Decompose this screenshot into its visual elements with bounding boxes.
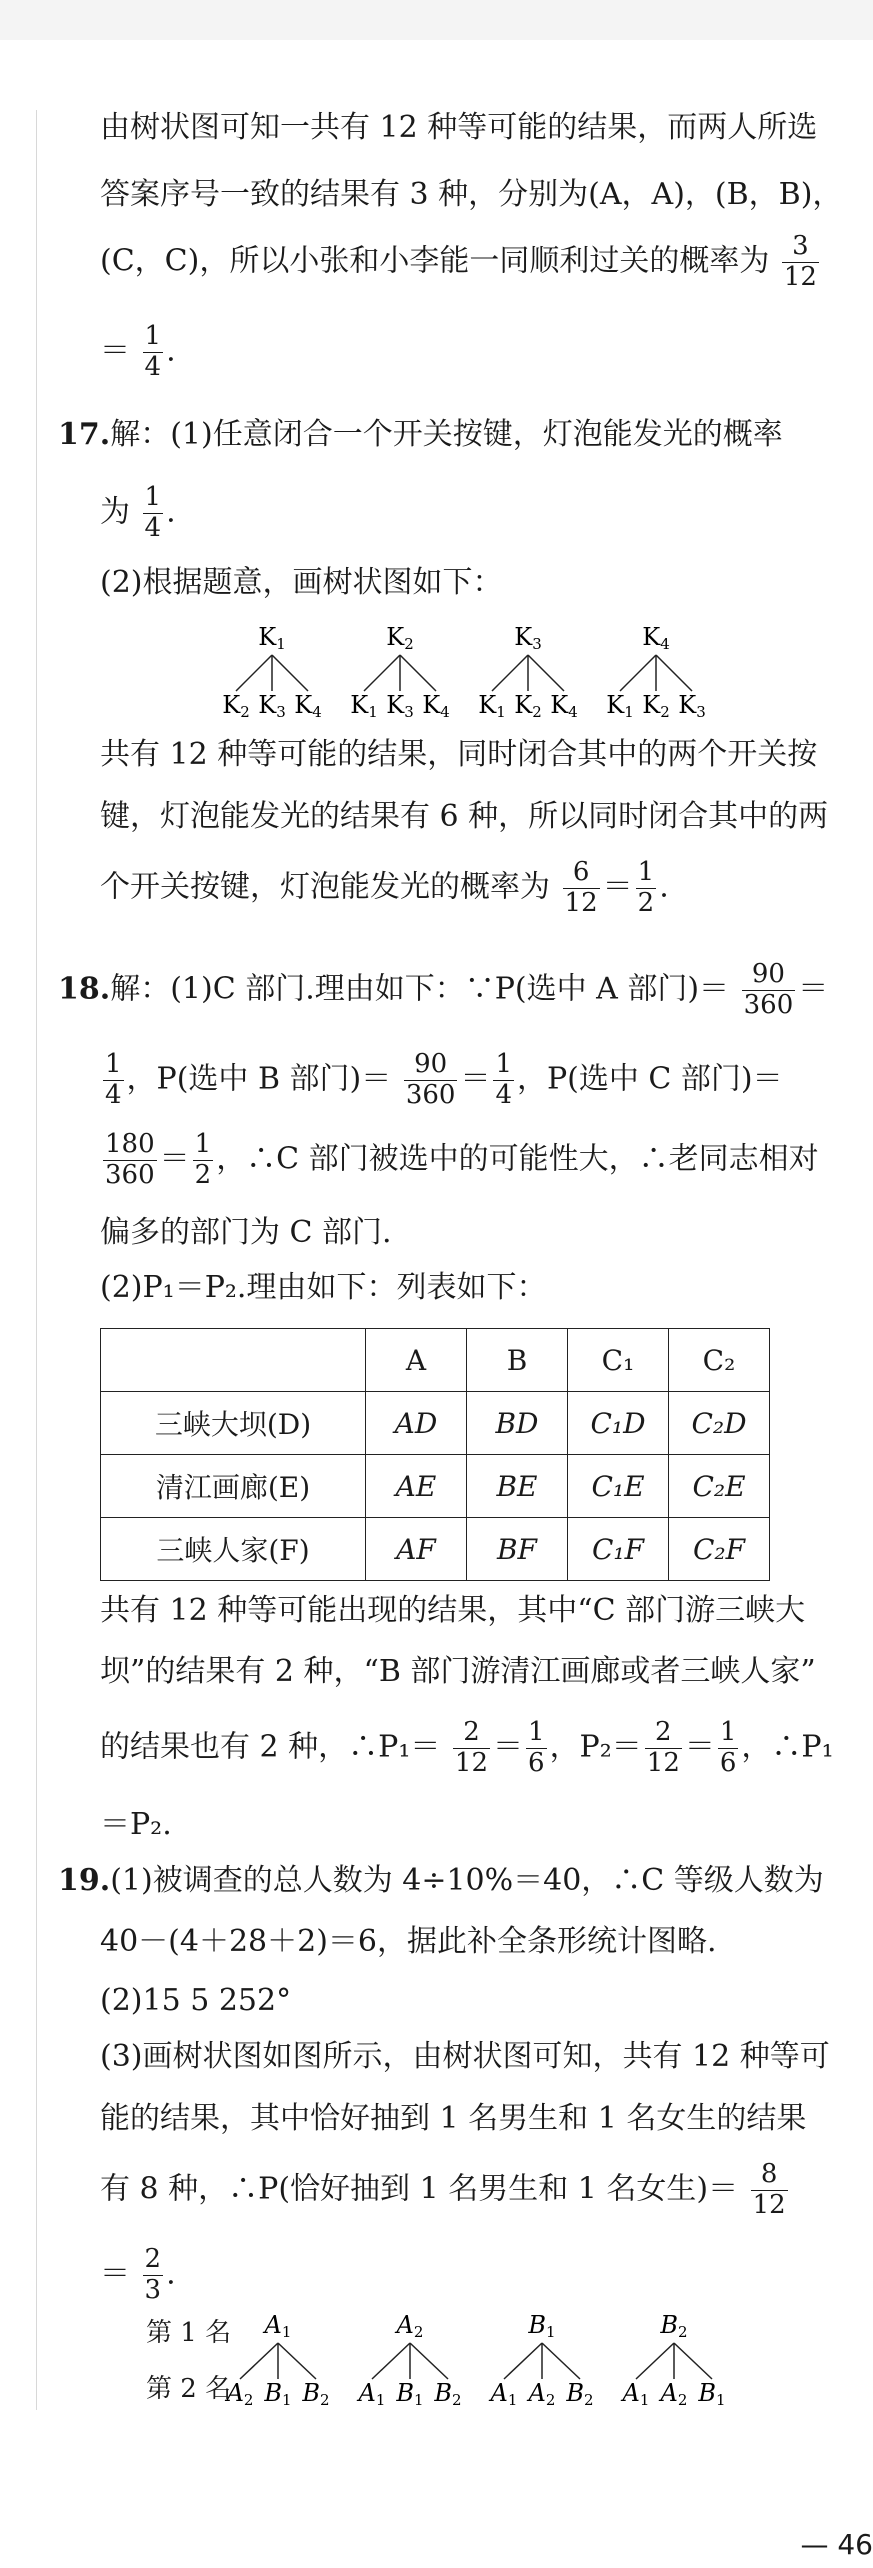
fraction: $\frac{1}{4}$ [144,482,162,543]
table-cell: AE [366,1455,467,1518]
table-cell: 三峡人家(F) [101,1518,366,1581]
text-line: (2)15 5 252° [100,1983,292,2018]
table-cell [101,1329,366,1392]
table-cell: 三峡大坝(D) [101,1392,366,1455]
table-cell: C₁F [568,1518,669,1581]
text-line: 40－(4＋28＋2)＝6，据此补全条形统计图略. [100,1924,717,1959]
tree-branch [364,655,400,691]
table-cell: AD [366,1392,467,1455]
tree-leaf: B1 [698,2379,726,2409]
tree-leaf: B2 [566,2379,594,2409]
tree-branch [656,655,692,691]
top-margin-band [0,0,873,40]
tree-leaf: K3 [258,691,286,721]
fraction: $\frac{2}{12}$ [454,1717,489,1778]
tree-leaf: B2 [434,2379,462,2409]
tree-leaf: A2 [660,2379,688,2409]
tree-leaf: B1 [396,2379,424,2409]
text-line: 能的结果，其中恰好抽到 1 名男生和 1 名女生的结果 [100,2101,807,2136]
tree-leaf: K1 [478,691,506,721]
tree-root: K4 [642,623,670,653]
table-cell: C₁D [568,1392,669,1455]
fraction: $\frac{8}{12}$ [752,2159,786,2220]
fraction: $\frac{180}{360}$ [105,1129,155,1190]
table-row [101,1518,770,1581]
fraction: $\frac{1}{4}$ [144,321,162,382]
tree-branch [372,2343,410,2379]
fraction: $\frac{90}{360}$ [405,1049,456,1110]
tree-leaf: K4 [550,691,578,721]
tree-leaf: K4 [422,691,450,721]
problem-number: 17. [58,417,111,452]
text-line: $\frac{180}{360}$ ＝ $\frac{1}{2}$ ，∴C 部门被选中的可能性大，∴老同志相对 [105,1129,819,1190]
margin-rule [36,110,37,2410]
tree-root: A1 [264,2311,292,2341]
table-cell: C₂E [669,1455,770,1518]
table-row [101,1392,770,1455]
fraction: $\frac{1}{4}$ [495,1049,512,1110]
tree-leaf: K1 [350,691,378,721]
problem-17-line: 17.解：(1)任意闭合一个开关按键，灯泡能发光的概率 [58,417,783,452]
table-cell: B [467,1329,568,1392]
tree-leaf: A1 [622,2379,650,2409]
tree-leaf: K4 [294,691,322,721]
problem-number: 18. [58,971,111,1007]
table-cell: C₂D [669,1392,770,1455]
tree-branch [636,2343,674,2379]
text-line: 为 $\frac{1}{4}$ . [100,482,176,543]
tree-leaf: K2 [514,691,542,721]
fraction: $\frac{90}{360}$ [743,959,794,1020]
outcome-table [100,1328,770,1581]
tree-root: B1 [528,2311,556,2341]
tree-leaf: K1 [606,691,634,721]
fraction: $\frac{2}{3}$ [144,2244,162,2305]
text-line: $\frac{1}{4}$ ，P(选中 B 部门)＝ $\frac{90}{360}$ ＝ $\frac{1}{4}$ ，P(选中 C 部门)＝ [105,1049,783,1110]
table-cell: C₂F [669,1518,770,1581]
text-line: (2)P₁＝P₂.理由如下：列表如下： [100,1270,547,1305]
text-line: ＝P₂. [100,1807,172,1842]
text-line: (2)根据题意，画树状图如下： [100,565,503,600]
tree-branch [620,655,656,691]
tree-leaf: A2 [528,2379,556,2409]
text-line: 键，灯泡能发光的结果有 6 种，所以同时闭合其中的两 [100,799,829,834]
problem-number: 19. [58,1863,111,1898]
tree-leaf: B2 [302,2379,330,2409]
text-line: (C，C)，所以小张和小李能一同顺利过关的概率为 $\frac{3}{12}$ [100,231,817,292]
tree-branch [240,2343,278,2379]
table-row [101,1455,770,1518]
text-line: 共有 12 种等可能的结果，同时闭合其中的两个开关按 [100,737,818,772]
tree-branch [410,2343,448,2379]
tree-root: K2 [386,623,414,653]
table-cell: C₁ [568,1329,669,1392]
table-cell: BF [467,1518,568,1581]
tree-root: K3 [514,623,542,653]
table-cell: A [366,1329,467,1392]
tree-diagram-19 [226,2305,762,2415]
tree-level-label: 第 2 名 [146,2374,232,2404]
text-line: 答案序号一致的结果有 3 种，分别为(A，A)，(B，B)， [100,177,843,212]
table-cell: C₁E [568,1455,669,1518]
tree-branch [278,2343,316,2379]
tree-root: A2 [396,2311,424,2341]
tree-branch [400,655,436,691]
tree-branch [528,655,564,691]
table-cell: 清江画廊(E) [101,1455,366,1518]
text-line: 偏多的部门为 C 部门. [100,1215,392,1250]
tree-branch [504,2343,542,2379]
fraction: $\frac{1}{2}$ [637,857,655,918]
tree-branch [542,2343,580,2379]
fraction: $\frac{1}{6}$ [528,1717,545,1778]
fraction: $\frac{1}{4}$ [105,1049,122,1110]
tree-root: B2 [660,2311,688,2341]
tree-level-label: 第 1 名 [146,2318,232,2348]
tree-leaf: A1 [358,2379,386,2409]
text-line: 的结果也有 2 种，∴P₁＝ $\frac{2}{12}$ ＝ $\frac{1}{6}$ ，P₂＝ $\frac{2}{12}$ ＝ $\frac{1}{6}$ ，∴P₁ [100,1717,834,1778]
fraction: $\frac{1}{2}$ [194,1129,212,1190]
tree-branch [492,655,528,691]
tree-leaf: B1 [264,2379,292,2409]
table-cell: AF [366,1518,467,1581]
table-cell: BD [467,1392,568,1455]
table-cell: C₂ [669,1329,770,1392]
tree-branch [272,655,308,691]
tree-leaf: A1 [490,2379,518,2409]
tree-root: K1 [258,623,286,653]
text-line: 共有 12 种等可能出现的结果，其中“C 部门游三峡大 [100,1593,806,1628]
fraction: $\frac{3}{12}$ [783,231,817,292]
fraction: $\frac{2}{12}$ [646,1717,680,1778]
text-line: 由树状图可知一共有 12 种等可能的结果，而两人所选 [100,110,818,145]
tree-branch [236,655,272,691]
problem-18-line: 18.解：(1)C 部门.理由如下：∵P(选中 A 部门)＝ $\frac{90}{360}$ ＝ [58,959,829,1020]
text-line: 坝”的结果有 2 种，“B 部门游清江画廊或者三峡人家” [100,1654,816,1689]
fraction: $\frac{1}{6}$ [719,1717,737,1778]
text-line: (3)画树状图如图所示，由树状图可知，共有 12 种等可 [100,2039,830,2074]
table-cell: BE [467,1455,568,1518]
text-line: 个开关按键，灯泡能发光的概率为 $\frac{6}{12}$ ＝ $\frac{1}{2}$ . [100,857,669,918]
tree-branch [674,2343,712,2379]
page-number: — 46 [800,2528,873,2561]
tree-leaf: A2 [226,2379,254,2409]
text-line: ＝ $\frac{2}{3}$ . [100,2244,176,2305]
problem-19-line: 19.(1)被调查的总人数为 4÷10%＝40，∴C 等级人数为 [58,1863,824,1898]
text-line: 有 8 种，∴P(恰好抽到 1 名男生和 1 名女生)＝ $\frac{8}{12}$ [100,2159,786,2220]
table-header-row [101,1329,770,1392]
fraction: $\frac{6}{12}$ [564,857,598,918]
text-line: ＝ $\frac{1}{4}$ . [100,321,176,382]
tree-diagram-17 [220,615,740,725]
tree-leaf: K2 [222,691,250,721]
tree-leaf: K3 [386,691,414,721]
tree-leaf: K2 [642,691,670,721]
tree-leaf: K3 [678,691,706,721]
